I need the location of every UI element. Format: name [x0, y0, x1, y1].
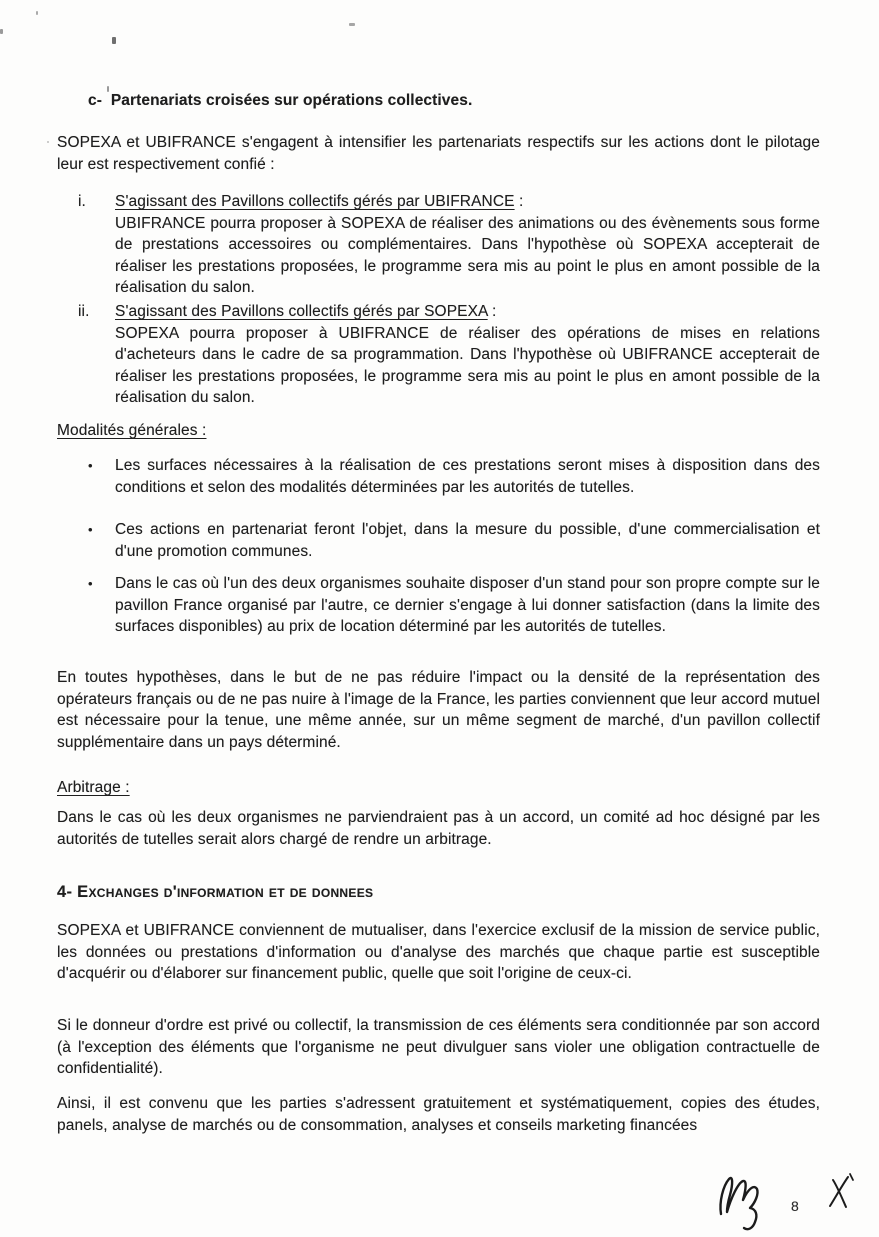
- bullet-item: [57, 519, 820, 562]
- modalites-heading: [57, 420, 820, 442]
- bullet-text: Dans le cas où l'un des deux organismes souhaite disposer d'un stand pour son propre compte sur le pavillon France organisé par l'autre, ce dernier s'engage à lui donner satisfaction (dans la limite des surfaces disponibles) au prix de location déterminé par les autorités de tutelles.: [115, 575, 820, 635]
- list-item-ii-marker: ii.: [78, 303, 90, 320]
- section-4-paragraph-1: SOPEXA et UBIFRANCE conviennent de mutualiser, dans l'exercice exclusif de la mission de service public, les données ou prestations d'information ou d'analyse des marchés que chaque partie est susceptible d'acquérir ou d'élaborer sur financement public, quelle que soit l'origine de ceux-ci.: [57, 922, 820, 982]
- intro-paragraph: SOPEXA et UBIFRANCE s'engagent à intensifier les partenariats respectifs sur les actions dont le pilotage leur est respectivement confié :: [57, 134, 820, 173]
- list-item-i: [57, 191, 820, 299]
- bullet-text: Ces actions en partenariat feront l'objet, dans la mesure du possible, d'une commercialisation et d'une promotion communes.: [115, 521, 820, 560]
- list-item-ii-content: [115, 301, 820, 409]
- section-4-paragraph-2: Si le donneur d'ordre est privé ou collectif, la transmission de ces éléments sera conditionnée par son accord (à l'exception des éléments que l'organisme ne peut divulguer sans violer une obligation contractuelle de confidentialité).: [57, 1017, 820, 1077]
- modalites-heading-text: Modalités générales :: [57, 422, 207, 439]
- arbitrage-heading-text: Arbitrage :: [57, 779, 130, 796]
- list-item-i-body: UBIFRANCE pourra proposer à SOPEXA de réaliser des animations ou des évènements sous forme de prestations accessoires ou complémentaires. Dans l'hypothèse où SOPEXA accepterait de réaliser les prestations proposées, le programme sera mis au point le plus en amont possible de la réalisation du salon.: [115, 214, 820, 296]
- scan-speckle: [112, 37, 116, 44]
- list-item-i-title: S'agissant des Pavillons collectifs gérés par UBIFRANCE: [115, 193, 515, 210]
- list-item-i-marker: i.: [78, 193, 86, 210]
- handwritten-initials-mark: [714, 1170, 766, 1237]
- scan-speckle: [0, 29, 3, 34]
- section-4-paragraph-3: Ainsi, il est convenu que les parties s'adressent gratuitement et systématiquement, copies des études, panels, analyse de marchés ou de consommation, analyses et conseils marketing financées: [57, 1095, 820, 1134]
- page-number: 8: [791, 1198, 799, 1214]
- bullet-icon: •: [88, 458, 93, 473]
- handwritten-paraph-mark: [826, 1172, 856, 1217]
- scan-speckle: [36, 11, 38, 15]
- bullet-item: [57, 455, 820, 498]
- bullet-item: [57, 573, 820, 638]
- bullet-icon: •: [88, 576, 93, 591]
- list-item-ii-colon: :: [487, 303, 497, 320]
- scan-speckle: [47, 141, 49, 143]
- section-c-heading: [88, 90, 788, 112]
- bullet-icon: •: [88, 522, 93, 537]
- section-4-heading: 4- Exchanges d'information et de donnees: [57, 883, 374, 901]
- list-item-ii-title: S'agissant des Pavillons collectifs gérés par SOPEXA: [115, 303, 488, 320]
- arbitrage-heading: [57, 777, 820, 799]
- hypotheses-paragraph: En toutes hypothèses, dans le but de ne pas réduire l'impact ou la densité de la représentation des opérateurs français ou de ne pas nuire à l'image de la France, les parties conviennent que leur accord mutuel est nécessaire pour la tenue, une même année, sur un même segment de marché, d'un pavillon collectif supplémentaire dans un pays déterminé.: [57, 669, 820, 751]
- section-c-marker: c-: [88, 92, 102, 109]
- section-c-title: Partenariats croisées sur opérations collectives.: [110, 92, 473, 109]
- list-item-ii-body: SOPEXA pourra proposer à UBIFRANCE de réaliser des opérations de mises en relations d'acheteurs dans le cadre de sa programmation. Dans l'hypothèse où UBIFRANCE accepterait de réaliser les prestations proposées, le programme sera mis au point le plus en amont possible de la réalisation du salon.: [115, 324, 820, 406]
- scan-speckle: [349, 23, 355, 26]
- arbitrage-paragraph: Dans le cas où les deux organismes ne parviendraient pas à un accord, un comité ad hoc désigné par les autorités de tutelles serait alors chargé de rendre un arbitrage.: [57, 809, 820, 848]
- list-item-i-colon: :: [514, 193, 524, 210]
- bullet-text: Les surfaces nécessaires à la réalisation de ces prestations seront mises à disposition dans des conditions et selon des modalités déterminées par les autorités de tutelles.: [115, 457, 820, 496]
- list-item-i-content: [115, 191, 820, 299]
- list-item-ii: [57, 301, 820, 409]
